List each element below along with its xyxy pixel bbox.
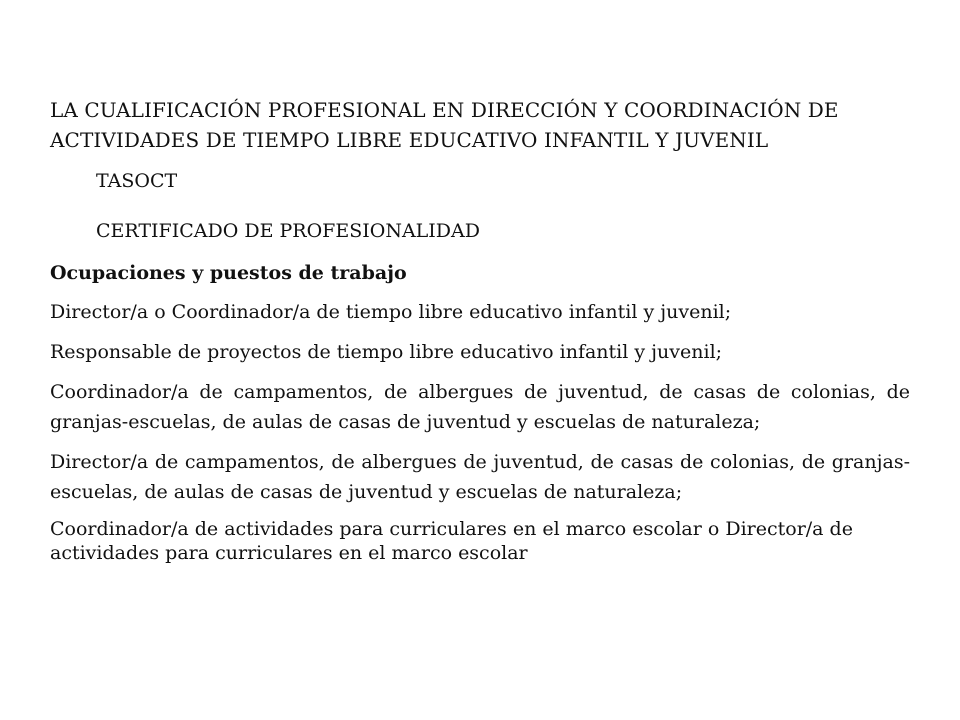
section-heading: Ocupaciones y puestos de trabajo bbox=[50, 262, 407, 284]
document-title: LA CUALIFICACIÓN PROFESIONAL EN DIRECCIÓN Y COORDINACIÓN DE ACTIVIDADES DE TIEMPO LIBRE EDUCATIVO INFANTIL Y JUVENIL bbox=[50, 98, 839, 152]
occupation-item: Director/a de campamentos, de albergues de juventud, de casas de colonias, de granjas-escuelas, de aulas de casas de juventud y escuelas de naturaleza; bbox=[50, 451, 910, 503]
document-page bbox=[50, 95, 910, 575]
occupation-item: Coordinador/a de actividades para curriculares en el marco escolar o Director/a de actividades para curriculares en el marco escolar bbox=[50, 518, 853, 564]
occupation-item: Coordinador/a de campamentos, de albergues de juventud, de casas de colonias, de granjas-escuelas, de aulas de casas de juventud y escuelas de naturaleza; bbox=[50, 381, 910, 433]
occupation-item: Director/a o Coordinador/a de tiempo libre educativo infantil y juvenil; bbox=[50, 301, 732, 323]
occupation-item: Responsable de proyectos de tiempo libre educativo infantil y juvenil; bbox=[50, 341, 723, 363]
certificate-label: CERTIFICADO DE PROFESIONALIDAD bbox=[96, 220, 480, 242]
qualification-code: TASOCT bbox=[96, 170, 178, 192]
